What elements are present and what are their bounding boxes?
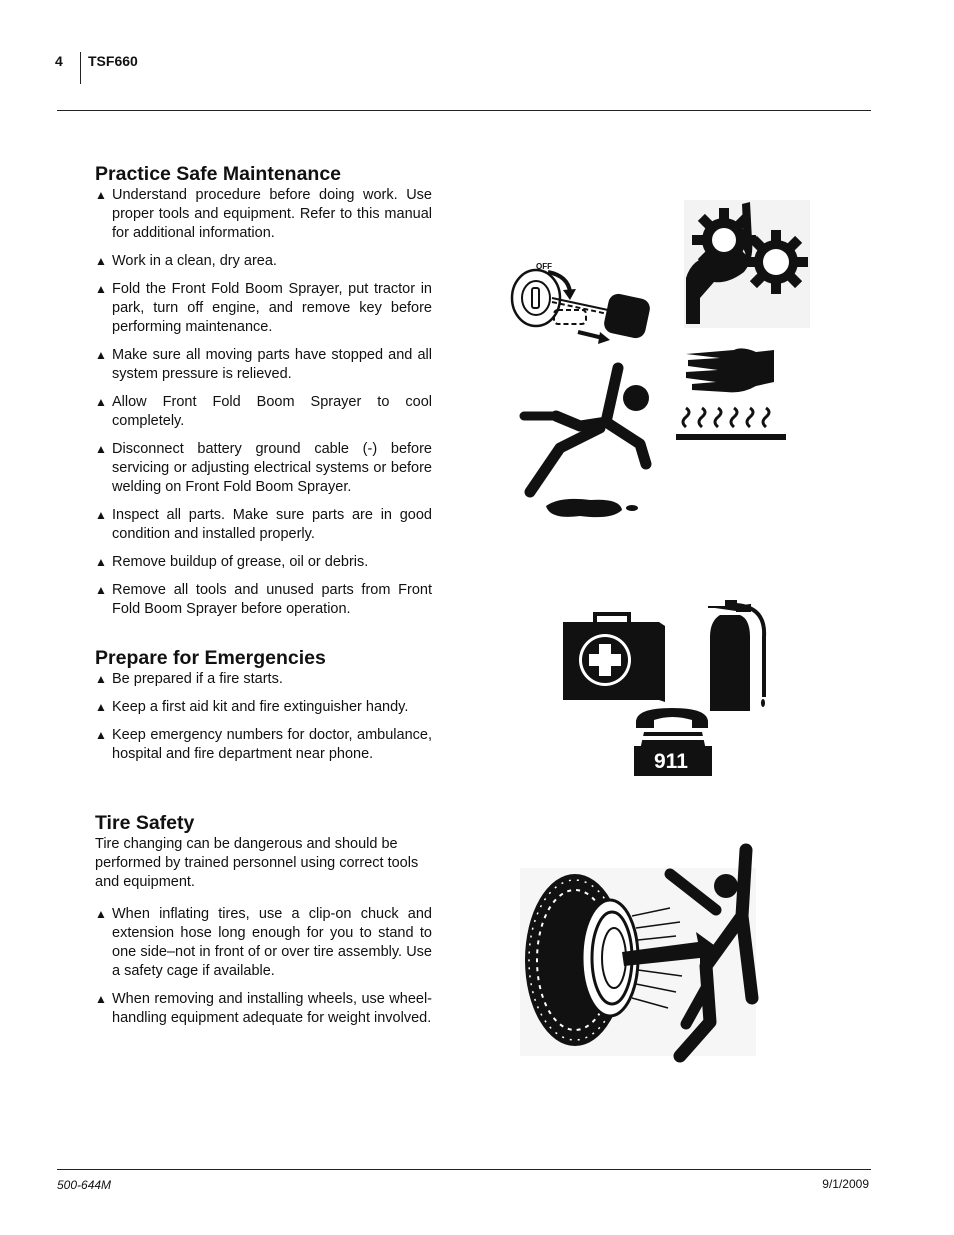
list-item: ▲ Inspect all parts. Make sure parts are in good condition and installed properly. [95,506,432,544]
list-item: ▲ Make sure all moving parts have stopped and all system pressure is relieved. [95,346,432,384]
footer-rule [57,1169,871,1170]
section-title: Tire Safety [95,812,195,834]
fire-extinguisher-icon [706,597,772,715]
emergencies-list [95,670,432,764]
list-item: ▲ Disconnect battery ground cable (-) before servicing or adjusting electrical systems or before welding on Front Fold Boom Sprayer. [95,440,432,497]
list-item: ▲ Work in a clean, dry area. [95,252,432,271]
ignition-key-off-icon [508,258,658,353]
list-item: ▲ Be prepared if a fire starts. [95,670,432,689]
tire-explosion-icon [520,848,756,1056]
list-item: ▲ Keep a first aid kit and fire extinguisher handy. [95,698,432,717]
tire-section [95,811,432,1037]
slip-fall-icon [520,364,660,524]
emergency-phone-icon [630,706,716,778]
maintenance-section [95,162,432,628]
gear-entanglement-icon [684,200,810,328]
first-aid-kit-icon [561,612,665,704]
header-divider [80,52,81,84]
section-title: Prepare for Emergencies [95,647,326,669]
maintenance-list [95,186,432,619]
list-item: ▲ When inflating tires, use a clip-on chuck and extension hose long enough for you to stand to one side–not in front of or over tire assembly. Use a safety cage if available. [95,905,432,981]
list-item: ▲ Fold the Front Fold Boom Sprayer, put tractor in park, turn off engine, and remove key before performing maintenance. [95,280,432,337]
document-date: 9/1/2009 [822,1177,869,1191]
emergencies-section [95,646,432,773]
list-item: ▲ When removing and installing wheels, use wheel-handling equipment adequate for weight involved. [95,990,432,1028]
document-number: 500-644M [57,1178,112,1192]
phone-911-label: 911 [654,750,688,773]
tire-list [95,905,432,1028]
off-label: OFF [536,262,552,271]
list-item: ▲ Keep emergency numbers for doctor, ambulance, hospital and fire department near phone. [95,726,432,764]
list-item: ▲ Understand procedure before doing work. Use proper tools and equipment. Refer to this manual for additional information. [95,186,432,243]
model-title: TSF660 [88,53,138,69]
list-item: ▲ Remove buildup of grease, oil or debris. [95,553,432,572]
section-title: Practice Safe Maintenance [95,163,342,185]
header-rule [57,110,871,111]
list-item: ▲ Remove all tools and unused parts from Front Fold Boom Sprayer before operation. [95,581,432,619]
tire-intro: Tire changing can be dangerous and should be performed by trained personnel using correct tools and equipment. [95,836,419,890]
list-item: ▲ Allow Front Fold Boom Sprayer to cool completely. [95,393,432,431]
page-number: 4 [55,53,63,69]
hot-surface-icon [676,346,788,444]
